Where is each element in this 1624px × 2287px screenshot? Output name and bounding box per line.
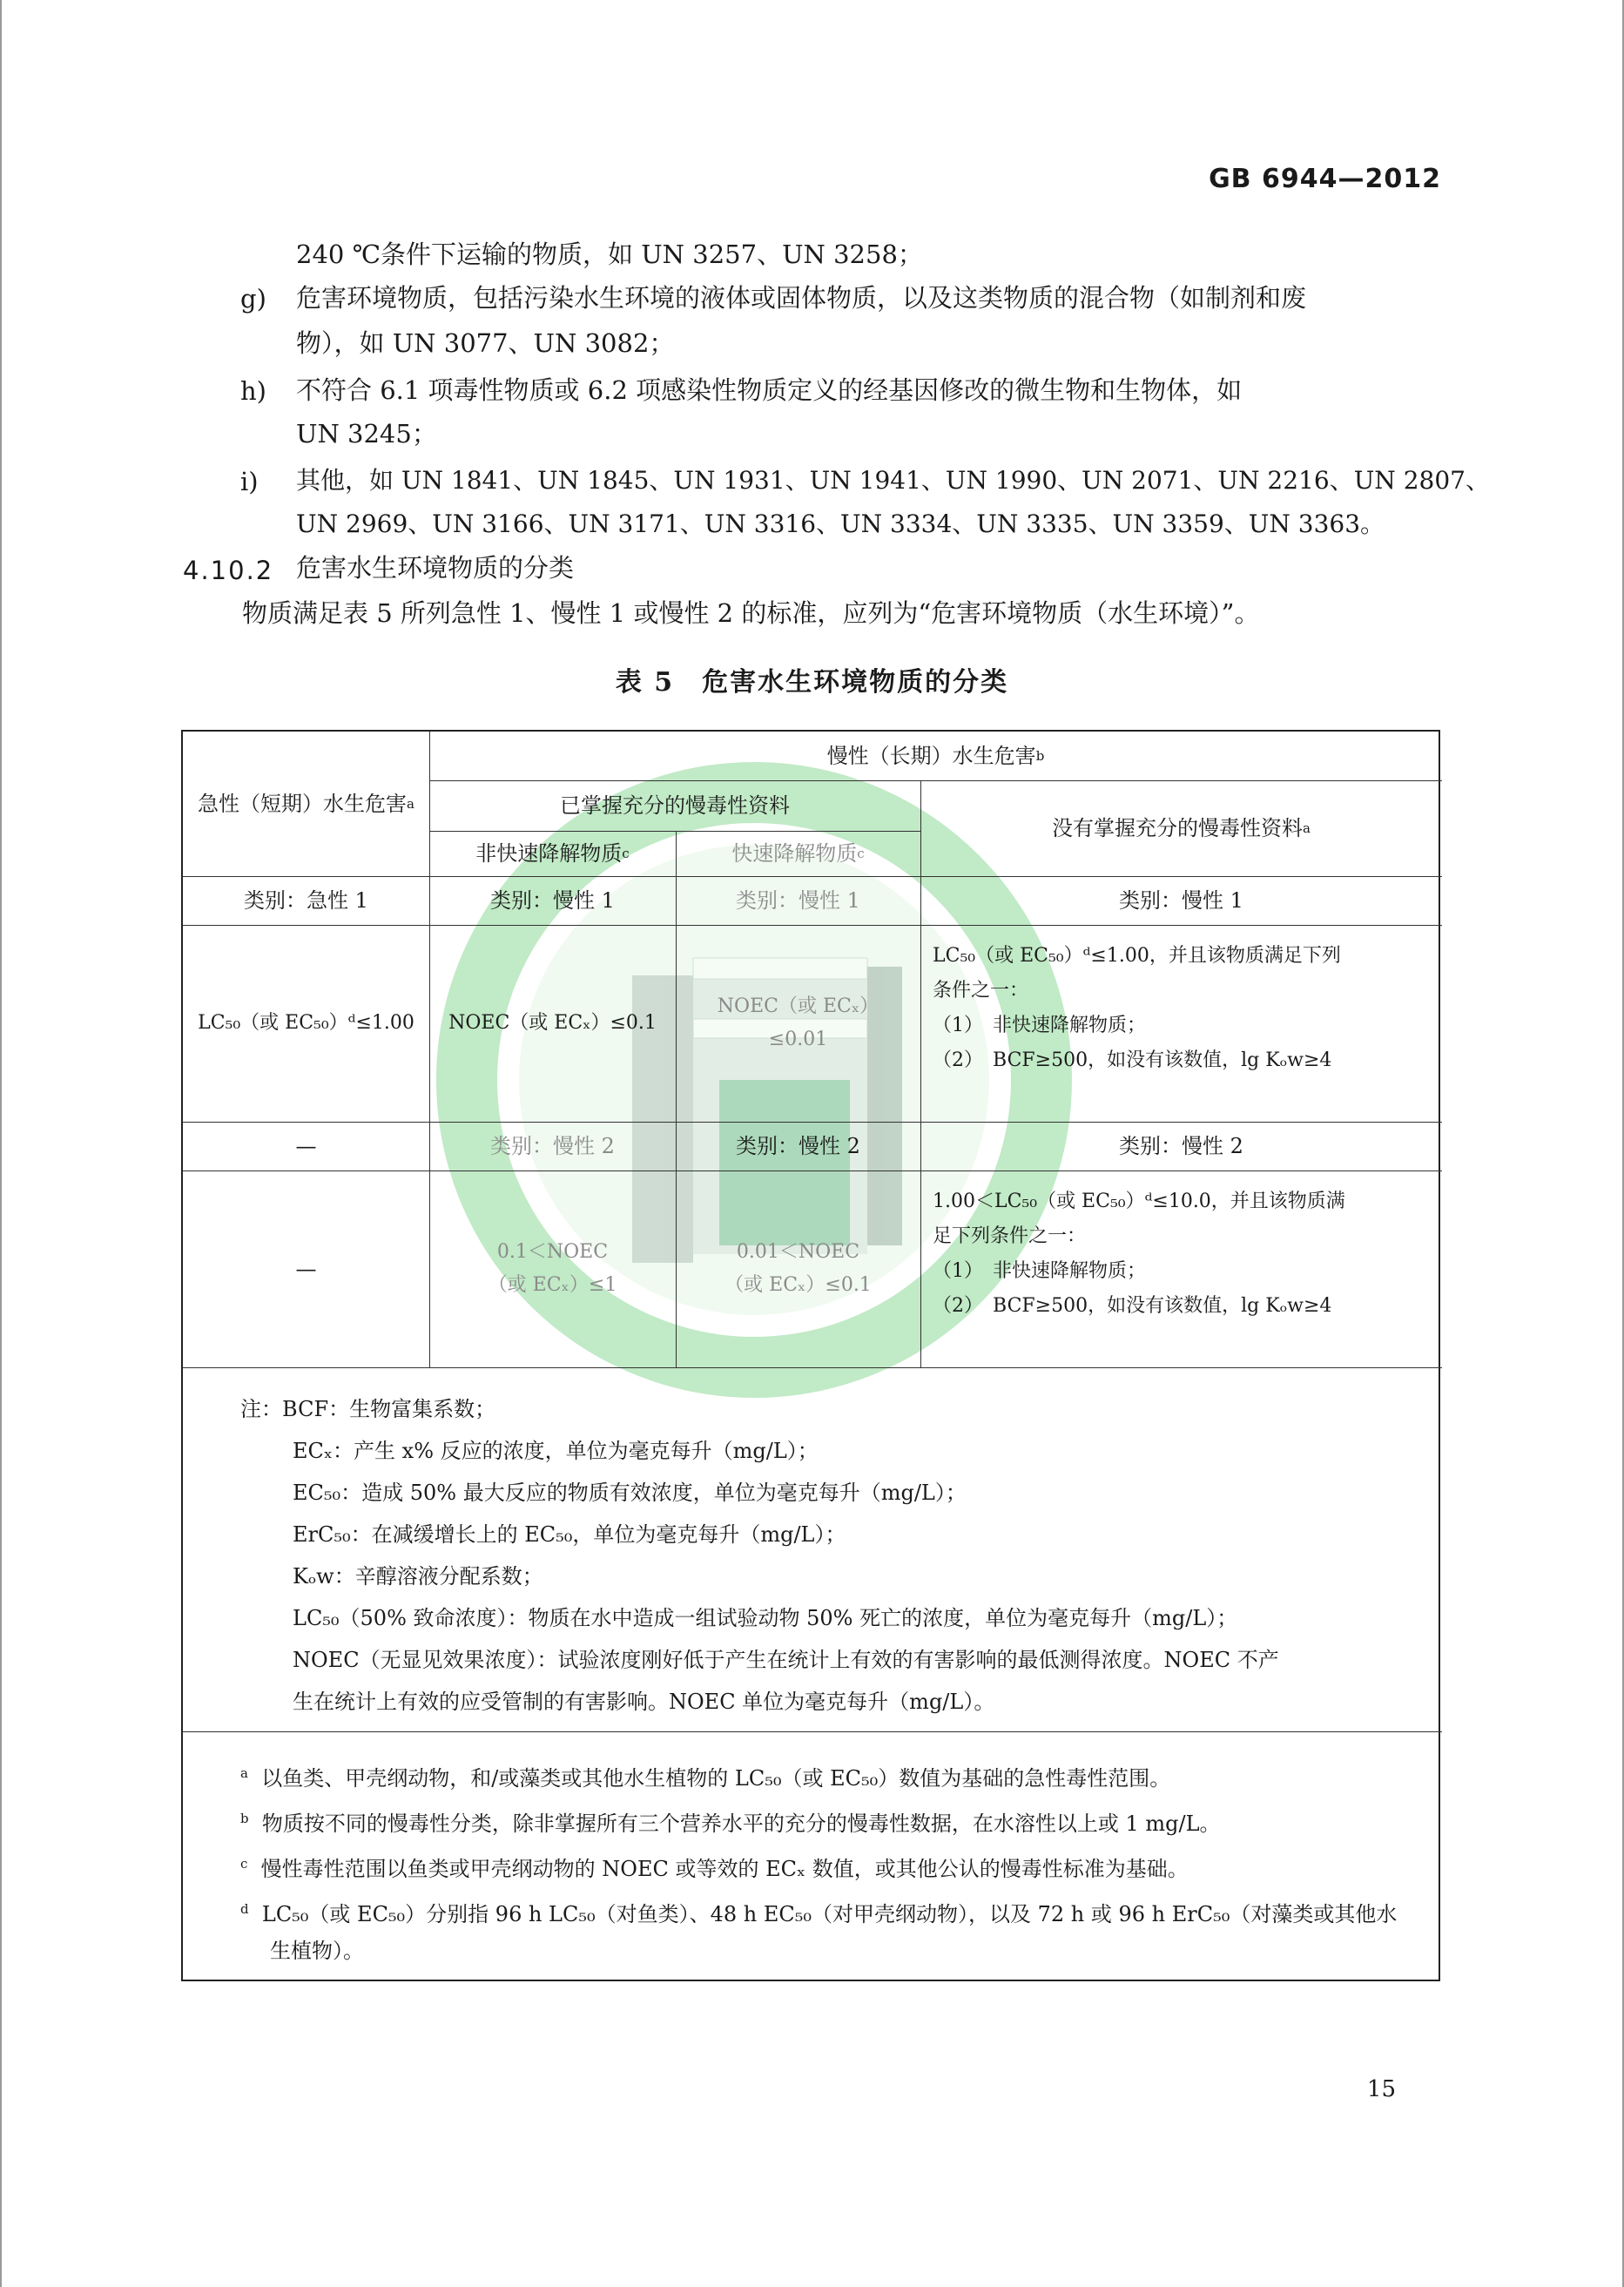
note-line: NOEC（无显见效果浓度）：试验浓度刚好低于产生在统计上有效的有害影响的最低测得浓度。NOEC 不产 [293, 1648, 1279, 1672]
row4-rapid-criterion: 0.01＜NOEC （或 ECₓ）≤0.1 [724, 1241, 872, 1296]
item-i-line1: 其他，如 UN 1841、UN 1845、UN 1931、UN 1941、UN 1990、UN 2071、UN 2216、UN 2807、 [296, 466, 1490, 495]
row2-rapid-criterion: NOEC（或 ECₓ） ≤0.01 [717, 995, 879, 1050]
row2-nonrapid-criterion: NOEC（或 ECₓ）≤0.1 [448, 1012, 657, 1034]
section-number: 4.10.2 [183, 556, 274, 585]
table-rule [183, 1367, 1442, 1368]
row2-no-adequate-criterion: LC₅₀（或 EC₅₀）ᵈ≤1.00，并且该物质满足下列 条件之一： （1） 非快速降解物质； （2） BCF≥500，如没有该数值，lg Kₒw≥4 [933, 945, 1341, 1071]
row3-acute-dash: — [295, 1134, 317, 1158]
note-line: Kₒw：辛醇溶液分配系数； [293, 1564, 543, 1589]
item-g-label: g) [240, 284, 266, 314]
item-h-label: h) [240, 376, 266, 406]
row4-nonrapid-criterion: 0.1＜NOEC （或 ECₓ）≤1 [488, 1241, 617, 1296]
row4-no-adequate-criterion: 1.00＜LC₅₀（或 EC₅₀）ᵈ≤10.0，并且该物质满 足下列条件之一： （1） 非快速降解物质； （2） BCF≥500，如没有该数值，lg Kₒw≥4 [933, 1191, 1345, 1317]
footnote-a: $^a$ 以鱼类、甲壳纲动物，和/或藻类或其他水生植物的 LC₅₀（或 EC₅₀）数值为基础的急性毒性范围。 [240, 1765, 1171, 1791]
note-line: EC₅₀：造成 50% 最大反应的物质有效浓度，单位为毫克每升（mg/L）； [293, 1481, 967, 1505]
header-acute: 急性（短期）水生危害 a [198, 792, 414, 816]
table-caption: 表 5 危害水生环境物质的分类 [615, 667, 1009, 698]
item-h-line2: UN 3245； [296, 419, 437, 449]
row1-rapid-category: 类别：慢性 1 [736, 888, 860, 913]
note-line: ErC₅₀：在减缓增长上的 EC₅₀，单位为毫克每升（mg/L）； [293, 1522, 846, 1547]
row1-acute-category: 类别：急性 1 [244, 888, 368, 913]
note-line: 生在统计上有效的应受管制的有害影响。NOEC 单位为毫克每升（mg/L）。 [293, 1690, 995, 1714]
row3-no-adequate-category: 类别：慢性 2 [1119, 1134, 1243, 1158]
standard-code-header: GB 6944—2012 [1209, 164, 1441, 194]
row1-nonrapid-category: 类别：慢性 1 [490, 888, 615, 913]
row1-no-adequate-category: 类别：慢性 1 [1119, 888, 1243, 913]
item-h-line1: 不符合 6.1 项毒性物质或 6.2 项感染性物质定义的经基因修改的微生物和生物体，如 [296, 375, 1243, 405]
note-line: 注：BCF：生物富集系数； [240, 1397, 496, 1421]
row4-acute-dash: — [295, 1257, 317, 1281]
section-paragraph: 物质满足表 5 所列急性 1、慢性 1 或慢性 2 的标准，应列为“危害环境物质（水生环境）”。 [242, 598, 1260, 628]
classification-table [181, 730, 1440, 1981]
page-number: 15 [1366, 2076, 1396, 2102]
note-line: ECₓ：产生 x% 反应的浓度，单位为毫克每升（mg/L）； [293, 1439, 819, 1463]
item-g-line1: 危害环境物质，包括污染水生环境的液体或固体物质，以及这类物质的混合物（如制剂和废 [296, 283, 1307, 313]
row3-rapid-category: 类别：慢性 2 [736, 1134, 860, 1158]
row2-acute-criterion: LC₅₀（或 EC₅₀）ᵈ≤1.00 [198, 1012, 414, 1034]
note-line: LC₅₀（50% 致命浓度）：物质在水中造成一组试验动物 50% 死亡的浓度，单位为毫克每升（mg/L）； [293, 1606, 1238, 1630]
item-i-line2: UN 2969、UN 3166、UN 3171、UN 3316、UN 3334、UN 3335、UN 3359、UN 3363。 [296, 509, 1385, 538]
section-title: 危害水生环境物质的分类 [296, 553, 575, 583]
footnote-d: $^d$ LC₅₀（或 EC₅₀）分别指 96 h LC₅₀（对鱼类）、48 h EC₅₀（对甲壳纲动物），以及 72 h 或 96 h ErC₅₀（对藻类或其他水 [240, 1901, 1398, 1926]
header-nonrapid-degradable: 非快速降解物质 c [475, 841, 630, 866]
header-adequate-data: 已掌握充分的慢毒性资料 [560, 793, 790, 818]
header-no-adequate-data: 没有掌握充分的慢毒性资料 a [1052, 816, 1311, 840]
footnote-d-continuation: 生植物）。 [270, 1939, 364, 1963]
item-g-line2: 物），如 UN 3077、UN 3082； [296, 328, 675, 358]
header-rapid-degradable: 快速降解物质 c [731, 841, 865, 866]
row3-nonrapid-category: 类别：慢性 2 [490, 1134, 615, 1158]
item-f-continuation: 240 ℃条件下运输的物质，如 UN 3257、UN 3258； [296, 239, 923, 269]
footnote-c: $^c$ 慢性毒性范围以鱼类或甲壳纲动物的 NOEC 或等效的 ECₓ 数值，或其他公认的慢毒性标准为基础。 [240, 1856, 1189, 1881]
footnote-b: $^b$ 物质按不同的慢毒性分类，除非掌握所有三个营养水平的充分的慢毒性数据，在水溶性以上或 1 mg/L。 [240, 1811, 1221, 1836]
header-chronic: 慢性（长期）水生危害 b [826, 744, 1045, 768]
page-edge-left [0, 0, 2, 2287]
item-i-label: i) [240, 467, 259, 496]
table-rule [183, 1731, 1442, 1732]
